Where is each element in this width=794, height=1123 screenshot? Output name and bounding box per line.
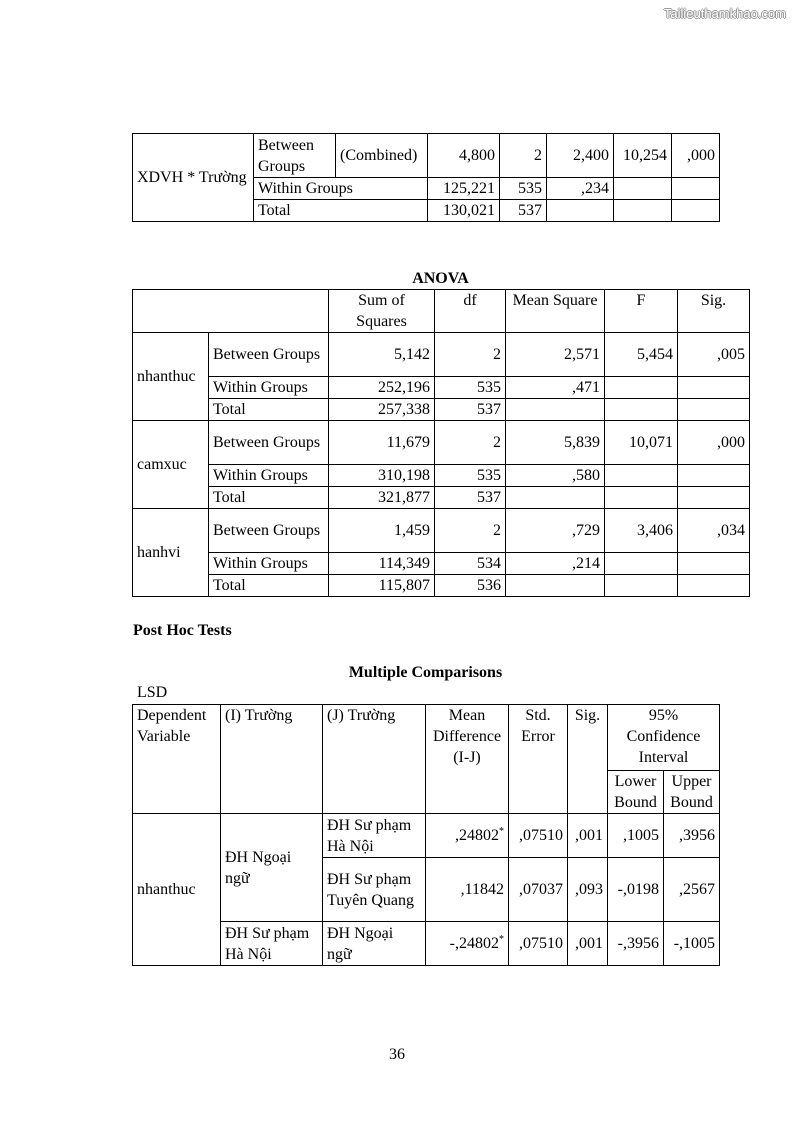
df: 535 [500, 178, 547, 200]
group-name-camxuc: camxuc [133, 421, 209, 509]
mean-square [547, 200, 614, 222]
header-confidence-interval: 95% Confidence Interval [608, 705, 720, 771]
sig-value [678, 487, 750, 509]
lower-bound: ,1005 [608, 814, 664, 858]
mean-difference-value: -,24802 [449, 935, 499, 952]
mean-square: ,214 [506, 553, 605, 575]
f-value [605, 399, 678, 421]
f-value [605, 487, 678, 509]
row-label: Within Groups [209, 465, 329, 487]
header-mean-square: Mean Square [506, 290, 605, 333]
row-label: Within Groups [209, 377, 329, 399]
f-value: 10,254 [614, 134, 672, 178]
header-f: F [605, 290, 678, 333]
mean-difference [426, 858, 509, 922]
sum-of-squares: 321,877 [329, 487, 435, 509]
header-i-school: (I) Trường [221, 705, 323, 814]
sig-value [678, 399, 750, 421]
i-school: ĐH Sư phạm Hà Nội [221, 922, 323, 966]
sig-value: ,001 [568, 922, 608, 966]
sum-of-squares: 5,142 [329, 333, 435, 377]
header-upper-bound: Upper Bound [664, 771, 720, 814]
sig-value: ,000 [678, 421, 750, 465]
df: 2 [435, 333, 506, 377]
upper-bound: ,2567 [664, 858, 720, 922]
sum-of-squares: 114,349 [329, 553, 435, 575]
sum-of-squares: 11,679 [329, 421, 435, 465]
std-error: ,07510 [509, 922, 568, 966]
df: 534 [435, 553, 506, 575]
f-value [614, 178, 672, 200]
mean-square: 5,839 [506, 421, 605, 465]
mean-square [506, 575, 605, 597]
dependent-variable-name: nhanthuc [133, 814, 221, 966]
mean-square [506, 399, 605, 421]
std-error: ,07037 [509, 858, 568, 922]
mean-square: ,234 [547, 178, 614, 200]
lower-bound: -,3956 [608, 922, 664, 966]
df: 537 [435, 399, 506, 421]
mean-difference-value: ,24802 [455, 827, 499, 844]
f-value: 10,071 [605, 421, 678, 465]
f-value: 3,406 [605, 509, 678, 553]
variable-label: XDVH * Trường [133, 134, 254, 222]
sum-of-squares: 130,021 [428, 200, 500, 222]
row-label: Within Groups [209, 553, 329, 575]
f-value [605, 465, 678, 487]
df: 2 [435, 509, 506, 553]
row-label: Within Groups [254, 178, 428, 200]
sig-value: ,000 [672, 134, 720, 178]
sum-of-squares: 1,459 [329, 509, 435, 553]
df: 2 [435, 421, 506, 465]
header-lower-bound: Lower Bound [608, 771, 664, 814]
sig-value: ,034 [678, 509, 750, 553]
sum-of-squares: 115,807 [329, 575, 435, 597]
f-value [605, 377, 678, 399]
sig-value [678, 377, 750, 399]
df: 537 [435, 487, 506, 509]
df: 535 [435, 465, 506, 487]
page-number: 36 [389, 1046, 405, 1063]
df: 537 [500, 200, 547, 222]
header-sum-of-squares: Sum of Squares [329, 290, 435, 333]
f-value: 5,454 [605, 333, 678, 377]
row-sublabel: (Combined) [336, 134, 428, 178]
upper-bound: -,1005 [664, 922, 720, 966]
mean-square [506, 487, 605, 509]
sig-value [672, 200, 720, 222]
sig-value [678, 575, 750, 597]
row-label: Total [209, 399, 329, 421]
j-school: ĐH Ngoại ngữ [323, 922, 426, 966]
mean-square: 2,400 [547, 134, 614, 178]
mean-difference [426, 922, 509, 966]
sig-value: ,005 [678, 333, 750, 377]
multiple-comparisons-table [132, 704, 720, 966]
significance-star: * [499, 826, 504, 837]
posthoc-heading: Post Hoc Tests [133, 622, 232, 639]
row-label: Total [209, 487, 329, 509]
row-label: Total [254, 200, 428, 222]
sum-of-squares: 252,196 [329, 377, 435, 399]
header-dependent-variable: Dependent Variable [133, 705, 221, 814]
header-std-error: Std. Error [509, 705, 568, 814]
header-mean-difference: Mean Difference (I-J) [426, 705, 509, 814]
header-blank [133, 290, 329, 333]
header-j-school: (J) Trường [323, 705, 426, 814]
f-value [605, 553, 678, 575]
mean-square: ,580 [506, 465, 605, 487]
sum-of-squares: 125,221 [428, 178, 500, 200]
mean-square: ,729 [506, 509, 605, 553]
significance-star: * [499, 934, 504, 945]
multiple-comparisons-title: Multiple Comparisons [348, 664, 503, 681]
row-label: Between Groups [209, 509, 329, 553]
upper-bound: ,3956 [664, 814, 720, 858]
sum-of-squares: 310,198 [329, 465, 435, 487]
group-name-nhanthuc: nhanthuc [133, 333, 209, 421]
sig-value: ,093 [568, 858, 608, 922]
group-name-hanhvi: hanhvi [133, 509, 209, 597]
f-value [614, 200, 672, 222]
watermark: Tailieuthamkhao.com [663, 6, 786, 21]
mean-difference [426, 814, 509, 858]
mean-square: ,471 [506, 377, 605, 399]
row-label: Between Groups [209, 333, 329, 377]
row-label: Between Groups [209, 421, 329, 465]
df: 535 [435, 377, 506, 399]
row-label: Between Groups [254, 134, 336, 178]
std-error: ,07510 [509, 814, 568, 858]
j-school: ĐH Sư phạm Tuyên Quang [323, 858, 426, 922]
header-sig: Sig. [678, 290, 750, 333]
df: 2 [500, 134, 547, 178]
mean-square: 2,571 [506, 333, 605, 377]
f-value [605, 575, 678, 597]
header-df: df [435, 290, 506, 333]
anova-title: ANOVA [412, 270, 469, 287]
sig-value [672, 178, 720, 200]
j-school: ĐH Sư phạm Hà Nội [323, 814, 426, 858]
method-label: LSD [137, 684, 168, 701]
sig-value [678, 465, 750, 487]
header-sig: Sig. [568, 705, 608, 814]
xdvh-anova-table [132, 133, 720, 222]
i-school: ĐH Ngoại ngữ [221, 814, 323, 922]
anova-table [132, 289, 750, 597]
sig-value: ,001 [568, 814, 608, 858]
df: 536 [435, 575, 506, 597]
sig-value [678, 553, 750, 575]
sum-of-squares: 4,800 [428, 134, 500, 178]
row-label: Total [209, 575, 329, 597]
lower-bound: -,0198 [608, 858, 664, 922]
mean-difference-value: ,11842 [460, 881, 504, 898]
sum-of-squares: 257,338 [329, 399, 435, 421]
